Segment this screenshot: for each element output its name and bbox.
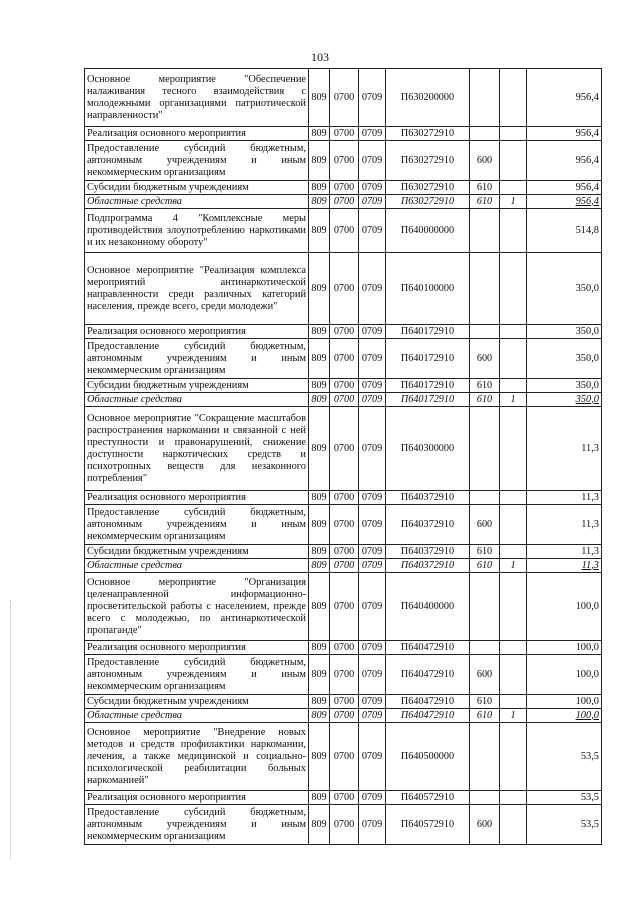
- row-name-cell: Подпрограмма 4 "Комплексные меры противодействия злоупотреблению наркотиками и их незаконному обороту": [85, 209, 309, 253]
- row-name-cell: Основное мероприятие "Сокращение масштабов распространения наркомании и связанной с ней преступности и правонарушений, снижение доступности наркотических средств и психотропных веществ для незаконного потребления": [85, 407, 309, 491]
- row-section-cell: 0700: [330, 127, 359, 141]
- row-target-article-cell: П630272910: [386, 195, 470, 209]
- table-row: [85, 379, 602, 393]
- row-funding-source-cell: [500, 379, 527, 393]
- row-admin-code-cell: 809: [309, 723, 330, 791]
- row-target-article-cell: П640172910: [386, 325, 470, 339]
- row-name-cell: Реализация основного мероприятия: [85, 491, 309, 505]
- row-section-cell: 0700: [330, 545, 359, 559]
- row-funding-source-cell: [500, 127, 527, 141]
- row-funding-source-cell: 1: [500, 709, 527, 723]
- row-amount-cell: [527, 339, 602, 379]
- row-subsection-cell: 0709: [359, 393, 386, 407]
- row-amount-cell: [527, 253, 602, 325]
- row-name-cell: Областные средства: [85, 559, 309, 573]
- row-expense-type-cell: [470, 127, 500, 141]
- row-admin-code-cell: 809: [309, 709, 330, 723]
- row-admin-code-cell: 809: [309, 805, 330, 845]
- row-subsection-cell: 0709: [359, 253, 386, 325]
- row-funding-source-cell: 1: [500, 559, 527, 573]
- row-expense-type-cell: 600: [470, 805, 500, 845]
- row-expense-type-cell: 610: [470, 181, 500, 195]
- row-funding-source-cell: 1: [500, 393, 527, 407]
- row-name-cell: Реализация основного мероприятия: [85, 325, 309, 339]
- table-row: [85, 253, 602, 325]
- row-expense-type-cell: 600: [470, 505, 500, 545]
- row-name-cell: Областные средства: [85, 195, 309, 209]
- row-amount-value: 100,0: [575, 709, 599, 721]
- row-amount-value: 350,0: [575, 282, 599, 294]
- row-expense-type-cell: [470, 491, 500, 505]
- row-funding-source-cell: [500, 791, 527, 805]
- row-amount-value: 956,4: [575, 127, 599, 139]
- row-section-cell: 0700: [330, 253, 359, 325]
- row-amount-cell: [527, 393, 602, 407]
- row-name-cell: Основное мероприятие "Реализация комплекса мероприятий антинаркотической направленности среди различных категорий населения, прежде всего, среди молодежи": [85, 253, 309, 325]
- row-subsection-cell: 0709: [359, 339, 386, 379]
- row-name-cell: Предоставление субсидий бюджетным, автономным учреждениям и иным некоммерческим организациям: [85, 505, 309, 545]
- row-subsection-cell: 0709: [359, 491, 386, 505]
- row-expense-type-cell: 600: [470, 141, 500, 181]
- table-row: [85, 505, 602, 545]
- row-subsection-cell: 0709: [359, 181, 386, 195]
- table-row: [85, 559, 602, 573]
- row-expense-type-cell: [470, 573, 500, 641]
- row-amount-cell: [527, 805, 602, 845]
- row-admin-code-cell: 809: [309, 573, 330, 641]
- table-row: [85, 181, 602, 195]
- row-funding-source-cell: [500, 805, 527, 845]
- row-subsection-cell: 0709: [359, 127, 386, 141]
- row-target-article-cell: П640000000: [386, 209, 470, 253]
- row-amount-cell: [527, 141, 602, 181]
- row-subsection-cell: 0709: [359, 709, 386, 723]
- row-funding-source-cell: [500, 545, 527, 559]
- row-target-article-cell: П640572910: [386, 791, 470, 805]
- table-row: [85, 709, 602, 723]
- row-section-cell: 0700: [330, 393, 359, 407]
- row-section-cell: 0700: [330, 559, 359, 573]
- table-row: [85, 723, 602, 791]
- row-amount-value: 956,4: [575, 195, 599, 207]
- row-target-article-cell: П640572910: [386, 805, 470, 845]
- row-admin-code-cell: 809: [309, 407, 330, 491]
- row-name-cell: Основное мероприятие "Организация целенаправленной информационно-просветительской работы с населением, прежде всего с молодежью, по антинаркотической пропаганде": [85, 573, 309, 641]
- row-amount-value: 956,4: [575, 91, 599, 103]
- row-expense-type-cell: [470, 791, 500, 805]
- row-amount-cell: [527, 195, 602, 209]
- row-amount-value: 53,5: [580, 791, 599, 803]
- row-amount-value: 350,0: [575, 325, 599, 337]
- page-number: 103: [311, 50, 329, 64]
- row-expense-type-cell: 610: [470, 393, 500, 407]
- row-subsection-cell: 0709: [359, 195, 386, 209]
- table-row: [85, 141, 602, 181]
- row-section-cell: 0700: [330, 407, 359, 491]
- row-admin-code-cell: 809: [309, 695, 330, 709]
- row-section-cell: 0700: [330, 69, 359, 127]
- row-amount-value: 350,0: [575, 393, 599, 405]
- row-target-article-cell: П640372910: [386, 505, 470, 545]
- row-subsection-cell: 0709: [359, 655, 386, 695]
- row-target-article-cell: П630200000: [386, 69, 470, 127]
- row-admin-code-cell: 809: [309, 791, 330, 805]
- row-name-cell: Областные средства: [85, 393, 309, 407]
- row-name-cell: Предоставление субсидий бюджетным, автономным учреждениям и иным некоммерческим организациям: [85, 655, 309, 695]
- row-admin-code-cell: 809: [309, 195, 330, 209]
- row-subsection-cell: 0709: [359, 805, 386, 845]
- row-name-cell: Субсидии бюджетным учреждениям: [85, 379, 309, 393]
- row-amount-cell: [527, 573, 602, 641]
- row-name-cell: Субсидии бюджетным учреждениям: [85, 695, 309, 709]
- row-section-cell: 0700: [330, 573, 359, 641]
- row-admin-code-cell: 809: [309, 505, 330, 545]
- row-admin-code-cell: 809: [309, 127, 330, 141]
- row-expense-type-cell: [470, 325, 500, 339]
- row-subsection-cell: 0709: [359, 505, 386, 545]
- row-expense-type-cell: 610: [470, 195, 500, 209]
- row-target-article-cell: П630272910: [386, 127, 470, 141]
- row-name-cell: Областные средства: [85, 709, 309, 723]
- row-section-cell: 0700: [330, 655, 359, 695]
- row-amount-cell: [527, 379, 602, 393]
- row-subsection-cell: 0709: [359, 791, 386, 805]
- table-row: [85, 325, 602, 339]
- row-expense-type-cell: [470, 209, 500, 253]
- row-amount-cell: [527, 723, 602, 791]
- binding-margin-mark: [10, 600, 13, 860]
- row-amount-value: 100,0: [575, 600, 599, 612]
- row-target-article-cell: П640172910: [386, 393, 470, 407]
- row-amount-value: 11,3: [581, 545, 599, 557]
- row-expense-type-cell: 610: [470, 379, 500, 393]
- row-admin-code-cell: 809: [309, 253, 330, 325]
- row-subsection-cell: 0709: [359, 695, 386, 709]
- row-amount-cell: [527, 209, 602, 253]
- row-name-cell: Предоставление субсидий бюджетным, автономным учреждениям и иным некоммерческим организациям: [85, 339, 309, 379]
- row-target-article-cell: П640472910: [386, 655, 470, 695]
- row-funding-source-cell: [500, 325, 527, 339]
- row-subsection-cell: 0709: [359, 573, 386, 641]
- table-row: [85, 407, 602, 491]
- row-amount-value: 11,3: [581, 559, 599, 571]
- row-expense-type-cell: [470, 407, 500, 491]
- row-section-cell: 0700: [330, 723, 359, 791]
- row-name-cell: Субсидии бюджетным учреждениям: [85, 181, 309, 195]
- row-name-cell: Субсидии бюджетным учреждениям: [85, 545, 309, 559]
- row-target-article-cell: П640472910: [386, 641, 470, 655]
- row-subsection-cell: 0709: [359, 559, 386, 573]
- row-amount-value: 53,5: [580, 750, 599, 762]
- table-row: [85, 641, 602, 655]
- row-funding-source-cell: [500, 209, 527, 253]
- row-subsection-cell: 0709: [359, 141, 386, 181]
- row-section-cell: 0700: [330, 209, 359, 253]
- row-funding-source-cell: [500, 641, 527, 655]
- row-expense-type-cell: [470, 723, 500, 791]
- row-amount-cell: [527, 181, 602, 195]
- row-target-article-cell: П640372910: [386, 559, 470, 573]
- row-expense-type-cell: 600: [470, 655, 500, 695]
- row-section-cell: 0700: [330, 181, 359, 195]
- row-funding-source-cell: [500, 723, 527, 791]
- table-body: [85, 69, 602, 845]
- row-subsection-cell: 0709: [359, 641, 386, 655]
- row-expense-type-cell: 600: [470, 339, 500, 379]
- row-amount-cell: [527, 695, 602, 709]
- row-amount-cell: [527, 791, 602, 805]
- row-funding-source-cell: [500, 695, 527, 709]
- row-target-article-cell: П640500000: [386, 723, 470, 791]
- row-subsection-cell: 0709: [359, 69, 386, 127]
- row-amount-cell: [527, 325, 602, 339]
- row-admin-code-cell: 809: [309, 641, 330, 655]
- row-name-cell: Реализация основного мероприятия: [85, 641, 309, 655]
- row-target-article-cell: П640172910: [386, 339, 470, 379]
- row-amount-value: 53,5: [580, 818, 599, 830]
- row-section-cell: 0700: [330, 505, 359, 545]
- table-row: [85, 655, 602, 695]
- row-section-cell: 0700: [330, 805, 359, 845]
- row-name-cell: Предоставление субсидий бюджетным, автономным учреждениям и иным некоммерческим организациям: [85, 805, 309, 845]
- row-funding-source-cell: [500, 505, 527, 545]
- table-row: [85, 127, 602, 141]
- row-section-cell: 0700: [330, 195, 359, 209]
- row-section-cell: 0700: [330, 709, 359, 723]
- row-amount-cell: [527, 559, 602, 573]
- row-target-article-cell: П640372910: [386, 545, 470, 559]
- row-amount-value: 11,3: [581, 491, 599, 503]
- row-name-cell: Реализация основного мероприятия: [85, 791, 309, 805]
- row-target-article-cell: П640172910: [386, 379, 470, 393]
- table-row: [85, 573, 602, 641]
- row-funding-source-cell: [500, 655, 527, 695]
- row-funding-source-cell: [500, 339, 527, 379]
- row-subsection-cell: 0709: [359, 545, 386, 559]
- row-section-cell: 0700: [330, 339, 359, 379]
- row-amount-cell: [527, 545, 602, 559]
- row-amount-value: 514,8: [575, 224, 599, 236]
- row-admin-code-cell: 809: [309, 339, 330, 379]
- table-row: [85, 805, 602, 845]
- row-section-cell: 0700: [330, 379, 359, 393]
- row-admin-code-cell: 809: [309, 181, 330, 195]
- row-amount-cell: [527, 127, 602, 141]
- row-funding-source-cell: [500, 573, 527, 641]
- row-subsection-cell: 0709: [359, 325, 386, 339]
- row-amount-value: 11,3: [581, 442, 599, 454]
- row-name-cell: Реализация основного мероприятия: [85, 127, 309, 141]
- row-target-article-cell: П640372910: [386, 491, 470, 505]
- row-expense-type-cell: 610: [470, 559, 500, 573]
- row-amount-value: 956,4: [575, 154, 599, 166]
- row-target-article-cell: П630272910: [386, 141, 470, 181]
- table-row: [85, 545, 602, 559]
- row-admin-code-cell: 809: [309, 209, 330, 253]
- row-admin-code-cell: 809: [309, 491, 330, 505]
- row-target-article-cell: П640472910: [386, 709, 470, 723]
- row-expense-type-cell: [470, 69, 500, 127]
- row-funding-source-cell: [500, 141, 527, 181]
- row-expense-type-cell: 610: [470, 545, 500, 559]
- row-name-cell: Основное мероприятие "Внедрение новых методов и средств профилактики наркомании, лечения, а также медицинской и социально-психологической реабилитации больных наркоманией": [85, 723, 309, 791]
- row-funding-source-cell: [500, 407, 527, 491]
- row-amount-cell: [527, 407, 602, 491]
- row-section-cell: 0700: [330, 641, 359, 655]
- row-funding-source-cell: 1: [500, 195, 527, 209]
- table-row: [85, 791, 602, 805]
- row-target-article-cell: П640472910: [386, 695, 470, 709]
- row-expense-type-cell: [470, 253, 500, 325]
- row-amount-value: 11,3: [581, 518, 599, 530]
- row-section-cell: 0700: [330, 325, 359, 339]
- row-target-article-cell: П630272910: [386, 181, 470, 195]
- row-amount-cell: [527, 709, 602, 723]
- table-row: [85, 695, 602, 709]
- row-expense-type-cell: 610: [470, 709, 500, 723]
- row-subsection-cell: 0709: [359, 407, 386, 491]
- row-admin-code-cell: 809: [309, 393, 330, 407]
- row-amount-cell: [527, 491, 602, 505]
- table-row: [85, 491, 602, 505]
- row-subsection-cell: 0709: [359, 209, 386, 253]
- table-row: [85, 209, 602, 253]
- row-admin-code-cell: 809: [309, 545, 330, 559]
- table-row: [85, 339, 602, 379]
- row-amount-value: 350,0: [575, 352, 599, 364]
- row-admin-code-cell: 809: [309, 325, 330, 339]
- row-funding-source-cell: [500, 491, 527, 505]
- row-subsection-cell: 0709: [359, 379, 386, 393]
- row-expense-type-cell: [470, 641, 500, 655]
- row-section-cell: 0700: [330, 491, 359, 505]
- row-admin-code-cell: 809: [309, 69, 330, 127]
- row-target-article-cell: П640400000: [386, 573, 470, 641]
- row-section-cell: 0700: [330, 141, 359, 181]
- row-expense-type-cell: 610: [470, 695, 500, 709]
- row-funding-source-cell: [500, 253, 527, 325]
- budget-table: [84, 68, 602, 845]
- row-amount-cell: [527, 641, 602, 655]
- row-amount-value: 956,4: [575, 181, 599, 193]
- row-amount-value: 350,0: [575, 379, 599, 391]
- row-admin-code-cell: 809: [309, 141, 330, 181]
- row-name-cell: Предоставление субсидий бюджетным, автономным учреждениям и иным некоммерческим организациям: [85, 141, 309, 181]
- row-amount-value: 100,0: [575, 668, 599, 680]
- row-amount-cell: [527, 69, 602, 127]
- row-subsection-cell: 0709: [359, 723, 386, 791]
- row-section-cell: 0700: [330, 695, 359, 709]
- row-funding-source-cell: [500, 69, 527, 127]
- row-amount-value: 100,0: [575, 695, 599, 707]
- row-admin-code-cell: 809: [309, 559, 330, 573]
- row-amount-cell: [527, 505, 602, 545]
- table-row: [85, 393, 602, 407]
- row-admin-code-cell: 809: [309, 655, 330, 695]
- row-amount-cell: [527, 655, 602, 695]
- row-admin-code-cell: 809: [309, 379, 330, 393]
- row-amount-value: 100,0: [575, 641, 599, 653]
- table-row: [85, 195, 602, 209]
- row-name-cell: Основное мероприятие "Обеспечение налаживания тесного взаимодействия с молодежными организациями патриотической направленности": [85, 69, 309, 127]
- row-target-article-cell: П640300000: [386, 407, 470, 491]
- row-target-article-cell: П640100000: [386, 253, 470, 325]
- row-section-cell: 0700: [330, 791, 359, 805]
- row-funding-source-cell: [500, 181, 527, 195]
- table-row: [85, 69, 602, 127]
